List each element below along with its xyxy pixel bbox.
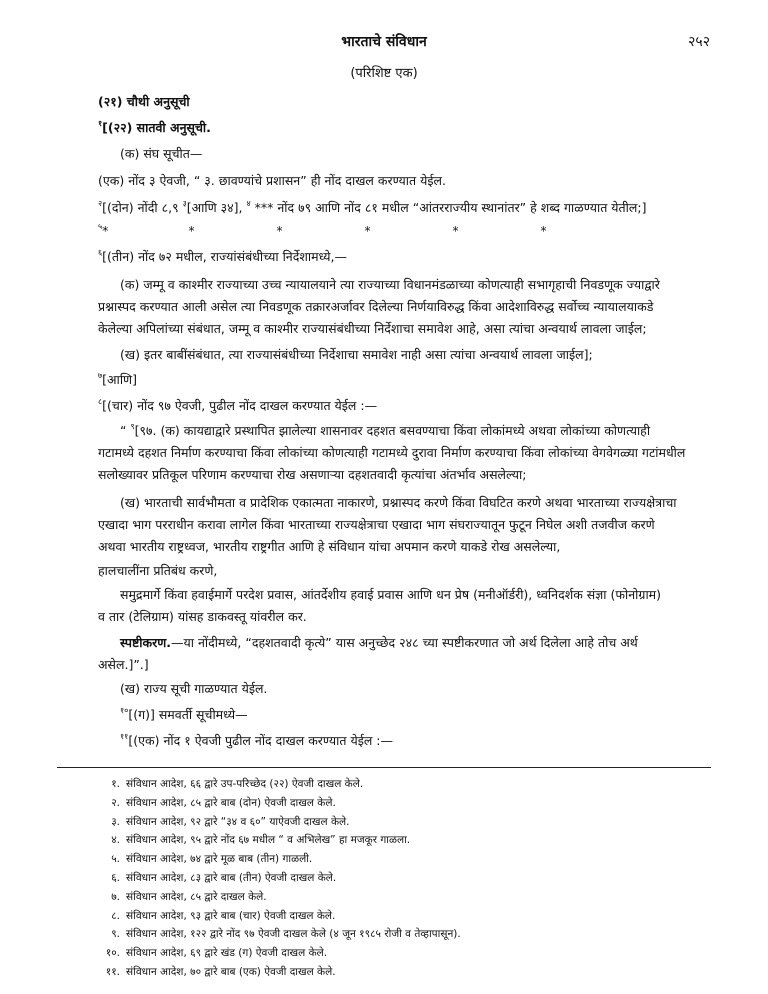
footnote-ref: ६ [98,248,103,257]
footnote-item [100,815,350,829]
heading-fourth-schedule: (२१) चौथी अनुसूची [98,94,190,109]
entry-97-clause-a: “ $^९$[९७. (क) कायद्याद्वारे प्रस्थापित झालेल्या शासनावर दहशत बसवण्याचा किंवा लोकांमध्ये अथवा लोकांच्या कोणत्याही गटामध्ये दहशत निर्माण करण्याचा किंवा लोकांच्या कोणत्याही गटामध्ये दुरावा निर्माण करण्याचा किंवा लोकांच्या वेगवेगळ्या गटांमधील सलोख्यावर प्रतिकूल परिणाम करण्याचा रोख असणाऱ्या दहशतवादी कृत्यांचा अंतर्भाव असलेल्या; [98,422,686,482]
footnote-number: ३. [111,815,120,828]
footnote-number: १०. [105,947,120,960]
footnote-item [100,852,312,866]
heading-seventh-schedule: $^१$[(२२) सातवी अनुसूची. [98,119,211,135]
footnote-number: ६. [111,872,120,884]
footnote-text: संविधान आदेश, १२२ द्वारे नोंद ९७ ऐवजी दाखल केले (४ जून १९८५ रोजी व तेव्हापासून). [126,928,461,941]
footnote-item [100,927,461,941]
prevention-line: हालचालींना प्रतिबंध करणे, [98,563,218,578]
item-four-line: $^८$[(चार) नोंद ९७ ऐवजी, पुढील नोंद दाखल करण्यात येईल :— [98,397,378,413]
footnote-ref: ८ [98,397,103,406]
footnote-ref: ९ [130,422,135,431]
paragraph-jk-b: (ख) इतर बाबींसंबंधात, त्या राज्यासंबंधीच्या निर्देशाचा समावेश नाही असा त्यांचा अन्वयार्थ लावला जाईल]; [120,347,593,362]
footnote-number: १. [111,778,120,790]
footnote-ref: १० [120,706,129,715]
footnote-ref: ७ [98,371,103,380]
explanation-paragraph: स्पष्टीकरण.—या नोंदीमध्ये, “दहशतवादी कृत्ये” यास अनुच्छेद २४८ च्या स्पष्टीकरणात जो अर्थ दिलेला आहे तोच अर्थ असेल.]”.] [98,635,638,672]
footnote-number: २. [111,796,120,809]
footnote-item [100,796,336,810]
footnote-text: संविधान आदेश, ९३ द्वारे बाब (चार) ऐवजी दाखल केले. [126,909,336,922]
page-subtitle: (परिशिष्ट एक) [350,66,418,81]
footnote-ref: ११ [120,732,129,741]
footnote-text: संविधान आदेश, ८५ द्वारे दाखल केले. [126,890,267,903]
footnote-item [100,833,410,847]
footnote-ref: ४ [246,199,251,208]
state-list-line: (ख) राज्य सूची गाळण्यात येईल. [120,681,268,696]
footnote-number: ४. [111,834,120,847]
page-number: २५२ [688,34,710,50]
footnote-item [100,890,267,904]
footnote-text: संविधान आदेश, ८५ द्वारे बाब (दोन) ऐवजी दाखल केले. [126,796,336,809]
paragraph-jk-a: (क) जम्मू व काश्मीर राज्याच्या उच्च न्यायालयाने त्या राज्याच्या विधानमंडळाच्या कोणत्याही सभागृहाची निवडणूक ज्याद्वारे प्रश्नास्पद करण्यात आली असेल त्या निवडणूक तक्रारअर्जावर दिलेल्या निर्णयाविरुद्ध किंवा आदेशाविरुद्ध सर्वोच्च न्यायालयाकडे केलेल्या अपिलांच्या संबंधात, जम्मू व काश्मीर राज्यासंबंधीच्या निर्देशाचा समावेश आहे, असा त्यांचा अन्वयार्थ लावला जाईल; [98,277,660,336]
concurrent-list-line: $^{१०}$[(ग)] समवर्ती सूचीमध्ये— [120,706,248,722]
footnote-item [100,909,335,923]
footnote-number: ८. [111,909,120,922]
footnote-number: ७. [111,890,120,903]
footnote-item [100,871,336,885]
travel-tax-paragraph: समुद्रमार्गे किंवा हवाईमार्गे परदेश प्रवास, आंतर्देशीय हवाई प्रवास आणि धन प्रेष (मनीऑर्डरी), ध्वनिदर्शक संज्ञा (फोनोग्राम) व तार (टेलिग्राम) यांसह डाकवस्तू यांवरील कर. [98,587,662,624]
item-two-line: $^२$[(दोन) नोंदी ८,९ $^३$[आणि ३४], $^४$ *** नोंद ७९ आणि नोंद ८१ मधील “आंतरराज्यीय स्थानांतर” हे शब्द गाळण्यात येतील;] [98,199,647,215]
omission-stars: $^५$* * * * * * [98,222,547,238]
footnote-text: संविधान आदेश, ८३ द्वारे बाब (तीन) ऐवजी दाखल केले. [126,872,337,884]
footnote-ref: ३ [182,199,187,208]
footnote-text: संविधान आदेश, ९५ द्वारे नोंद ६७ मधील “ व अभिलेख” हा मजकूर गाळला. [126,834,411,847]
footnote-item [100,946,327,960]
explanation-label: स्पष्टीकरण. [120,635,171,650]
footnote-item [100,777,363,791]
footnote-text: संविधान आदेश, ६६ द्वारे उप-परिच्छेद (२२) ऐवजी दाखल केले. [126,778,364,790]
item-three-line: $^६$[(तीन) नोंद ७२ मधील, राज्यांसंबंधीच्या निर्देशामध्ये,— [98,248,348,264]
footnote-ref: ५ [98,222,103,231]
and-line: $^७$[आणि] [98,371,137,387]
footnote-text: संविधान आदेश, ९२ द्वारे “३४ व ६०” याऐवजी दाखल केले. [126,815,350,828]
footnote-number: ५. [111,853,120,866]
footnote-divider [57,767,711,768]
footnote-text: संविधान आदेश, ६९ द्वारे खंड (ग) ऐवजी दाखल केले. [126,947,328,960]
footnote-item [100,965,336,979]
union-list-line: (क) संघ सूचीत— [120,146,203,161]
footnote-ref: २ [98,199,103,208]
footnote-text: संविधान आदेश, ७४ द्वारे मूळ बाब (तीन) गाळली. [126,853,313,866]
footnote-ref: १ [98,119,103,128]
footnote-text: संविधान आदेश, ७० द्वारे बाब (एक) ऐवजी दाखल केले. [126,966,336,978]
item-one-line: (एक) नोंद ३ ऐवजी, “ ३. छावण्यांचे प्रशासन” ही नोंद दाखल करण्यात येईल. [98,173,446,188]
footnote-number: ९. [111,928,120,941]
footnote-number: ११. [105,966,120,978]
page-title: भारताचे संविधान [341,34,427,50]
concurrent-entry-one-line: $^{११}$[(एक) नोंद १ ऐवजी पुढील नोंद दाखल करण्यात येईल :— [120,732,393,748]
entry-97-clause-b: (ख) भारताची सार्वभौमता व प्रादेशिक एकात्मता नाकारणे, प्रश्नास्पद करणे किंवा विघटित करणे अथवा भारताच्या राज्यक्षेत्राचा एखादा भाग परराधीन करावा लागेल किंवा भारताच्या राज्यक्षेत्राचा एखादा भाग संघराज्यातून फुटून निघेल अशी तजवीज करणे अथवा भारतीय राष्ट्रध्वज, भारतीय राष्ट्रगीत आणि हे संविधान यांचा अपमान करणे याकडे रोख असलेल्या, [98,495,677,554]
